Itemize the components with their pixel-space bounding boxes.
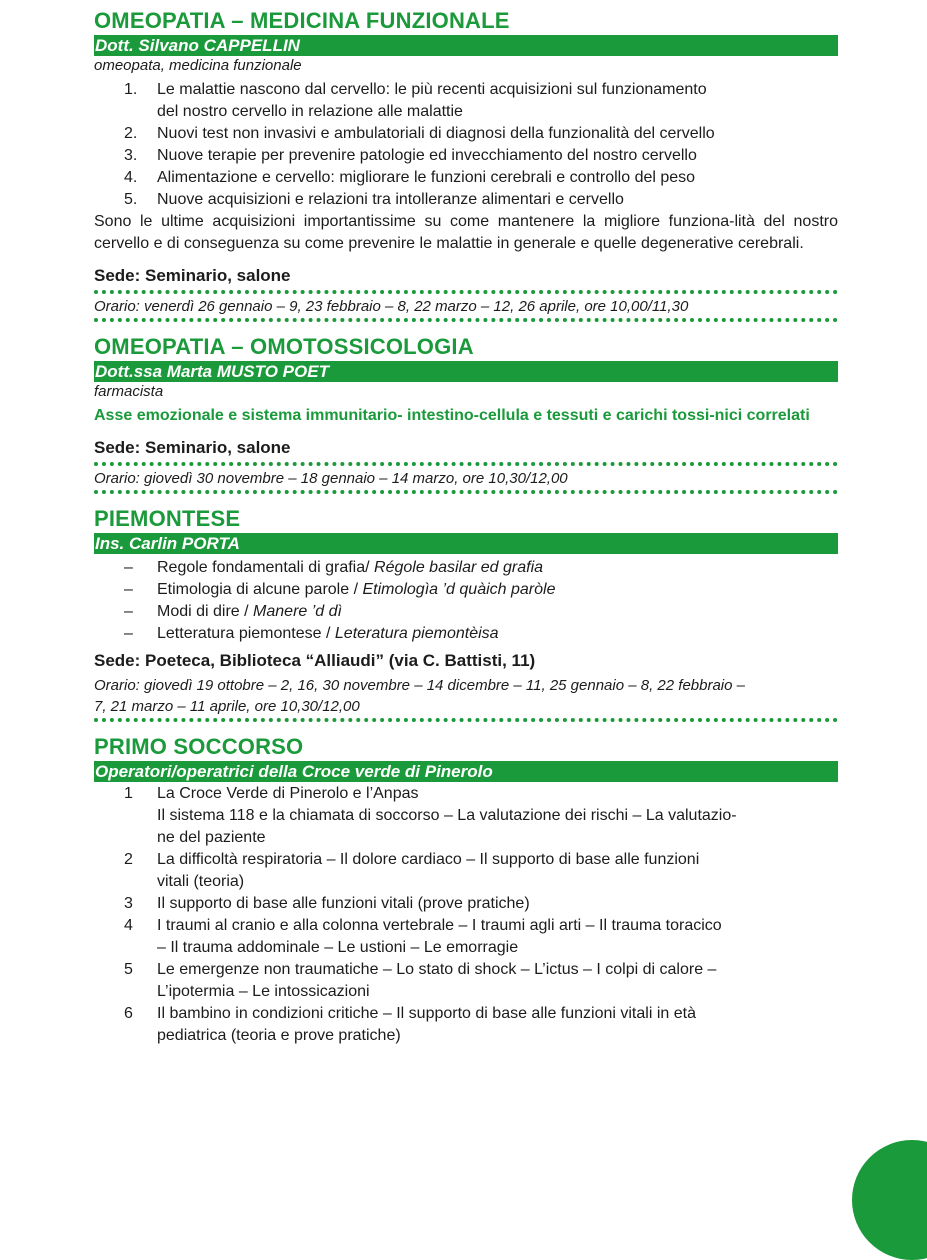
item-line: Il sistema 118 e la chiamata di soccorso – La valutazione dei rischi – La valutazio- [157,807,737,824]
teacher-bar: Operatori/operatrici della Croce verde di Pinerolo [94,761,838,782]
list-item [94,1003,838,1047]
list-item [94,783,838,849]
list-marker: 5 [124,961,133,978]
topic-list [94,783,838,1047]
list-marker: 3 [124,895,133,912]
list-item [94,123,838,145]
item-line: – Il trauma addominale – Le ustioni – Le emorragie [157,939,519,956]
list-marker: – [124,559,133,576]
course-subject: Asse emozionale e sistema immunitario- intestino-cellula e tessuti e carichi tossi-nici correlati [94,407,810,424]
list-marker: 2. [124,125,138,142]
section-piemontese [94,506,838,722]
topic-list [94,557,838,645]
section-title: OMEOPATIA – MEDICINA FUNZIONALE [94,8,510,33]
list-item [94,601,838,623]
dotted-divider [94,462,838,466]
venue: Sede: Poeteca, Biblioteca “Alliaudi” (via C. Battisti, 11) [94,651,536,670]
list-marker: 1. [124,81,138,98]
list-marker: 2 [124,851,133,868]
teacher-role: farmacista [94,383,164,400]
item-text: Modi di dire / [157,603,254,620]
item-line: L’ipotermia – Le intossicazioni [157,983,370,1000]
list-marker: 3. [124,147,138,164]
corner-decoration [852,1140,927,1260]
item-line: La difficoltà respiratoria – Il dolore cardiaco – Il supporto di base alle funzioni [157,851,700,868]
schedule-line: 7, 21 marzo – 11 aprile, ore 10,30/12,00 [94,698,360,715]
list-marker: 5. [124,191,138,208]
teacher-bar: Dott.ssa Marta MUSTO POET [94,361,838,382]
venue: Sede: Seminario, salone [94,438,291,457]
item-text: Etimologia di alcune parole / [157,581,363,598]
section-omeopatia-medicina-funzionale [94,8,838,322]
section-omeopatia-omotossicologia [94,334,838,494]
section-title: PRIMO SOCCORSO [94,734,304,759]
list-item [94,79,838,123]
schedule-line: Orario: giovedì 19 ottobre – 2, 16, 30 novembre – 14 dicembre – 11, 25 gennaio – 8, 22 febbraio – [94,677,745,694]
course-page [94,8,838,1049]
list-marker: – [124,581,133,598]
teacher-role: omeopata, medicina funzionale [94,57,302,74]
list-marker: – [124,603,133,620]
list-item [94,167,838,189]
item-line: La Croce Verde di Pinerolo e l’Anpas [157,785,419,802]
list-marker: 1 [124,785,133,802]
item-text: Regole fondamentali di grafia/ [157,559,375,576]
item-text-piemontese: Régole basilar ed grafia [374,559,544,576]
teacher-bar: Ins. Carlin PORTA [94,533,838,554]
list-item [94,557,838,579]
item-line: I traumi al cranio e alla colonna vertebrale – I traumi agli arti – Il trauma toracico [157,917,722,934]
item-text-piemontese: Etimologìa ’d quàich paròle [362,581,556,598]
teacher-bar: Dott. Silvano CAPPELLIN [94,35,838,56]
list-item [94,579,838,601]
list-item [94,189,838,211]
section-title: OMEOPATIA – OMOTOSSICOLOGIA [94,334,474,359]
item-line: Alimentazione e cervello: migliorare le funzioni cerebrali e controllo del peso [157,169,696,186]
schedule [94,675,838,717]
list-marker: 4 [124,917,133,934]
item-line: pediatrica (teoria e prove pratiche) [157,1027,401,1044]
list-item [94,915,838,959]
item-line: vitali (teoria) [157,873,245,890]
item-line: Nuovi test non invasivi e ambulatoriali di diagnosi della funzionalità del cervello [157,125,715,142]
list-marker: 4. [124,169,138,186]
dotted-divider [94,490,838,494]
venue: Sede: Seminario, salone [94,266,291,285]
list-item [94,959,838,1003]
list-item [94,849,838,893]
item-text: Letteratura piemontese / [157,625,335,642]
list-item [94,145,838,167]
list-marker: 6 [124,1005,133,1022]
item-line: del nostro cervello in relazione alle malattie [157,103,463,120]
item-line: ne del paziente [157,829,266,846]
dotted-divider [94,718,838,722]
schedule: Orario: giovedì 30 novembre – 18 gennaio – 14 marzo, ore 10,30/12,00 [94,470,568,487]
item-line: Nuove terapie per prevenire patologie ed invecchiamento del nostro cervello [157,147,697,164]
item-line: Il supporto di base alle funzioni vitali (prove pratiche) [157,895,530,912]
course-description: Sono le ultime acquisizioni importantissime su come mantenere la migliore funziona-lità del nostro cervello e di conseguenza su come prevenire le malattie in generale e quelle degenerative cerebrali. [94,213,838,252]
item-line: Il bambino in condizioni critiche – Il supporto di base alle funzioni vitali in età [157,1005,696,1022]
item-line: Le emergenze non traumatiche – Lo stato di shock – L’ictus – I colpi di calore – [157,961,717,978]
list-item [94,893,838,915]
list-marker: – [124,625,133,642]
dotted-divider [94,290,838,294]
schedule: Orario: venerdì 26 gennaio – 9, 23 febbraio – 8, 22 marzo – 12, 26 aprile, ore 10,00/11,30 [94,298,689,315]
dotted-divider [94,318,838,322]
section-title: PIEMONTESE [94,506,241,531]
item-text-piemontese: Leteratura piemontèisa [334,625,499,642]
item-line: Le malattie nascono dal cervello: le più recenti acquisizioni sul funzionamento [157,81,707,98]
item-line: Nuove acquisizioni e relazioni tra intolleranze alimentari e cervello [157,191,624,208]
item-text-piemontese: Manere ’d dì [253,603,342,620]
topic-list [94,79,838,211]
section-primo-soccorso [94,734,838,1047]
list-item [94,623,838,645]
